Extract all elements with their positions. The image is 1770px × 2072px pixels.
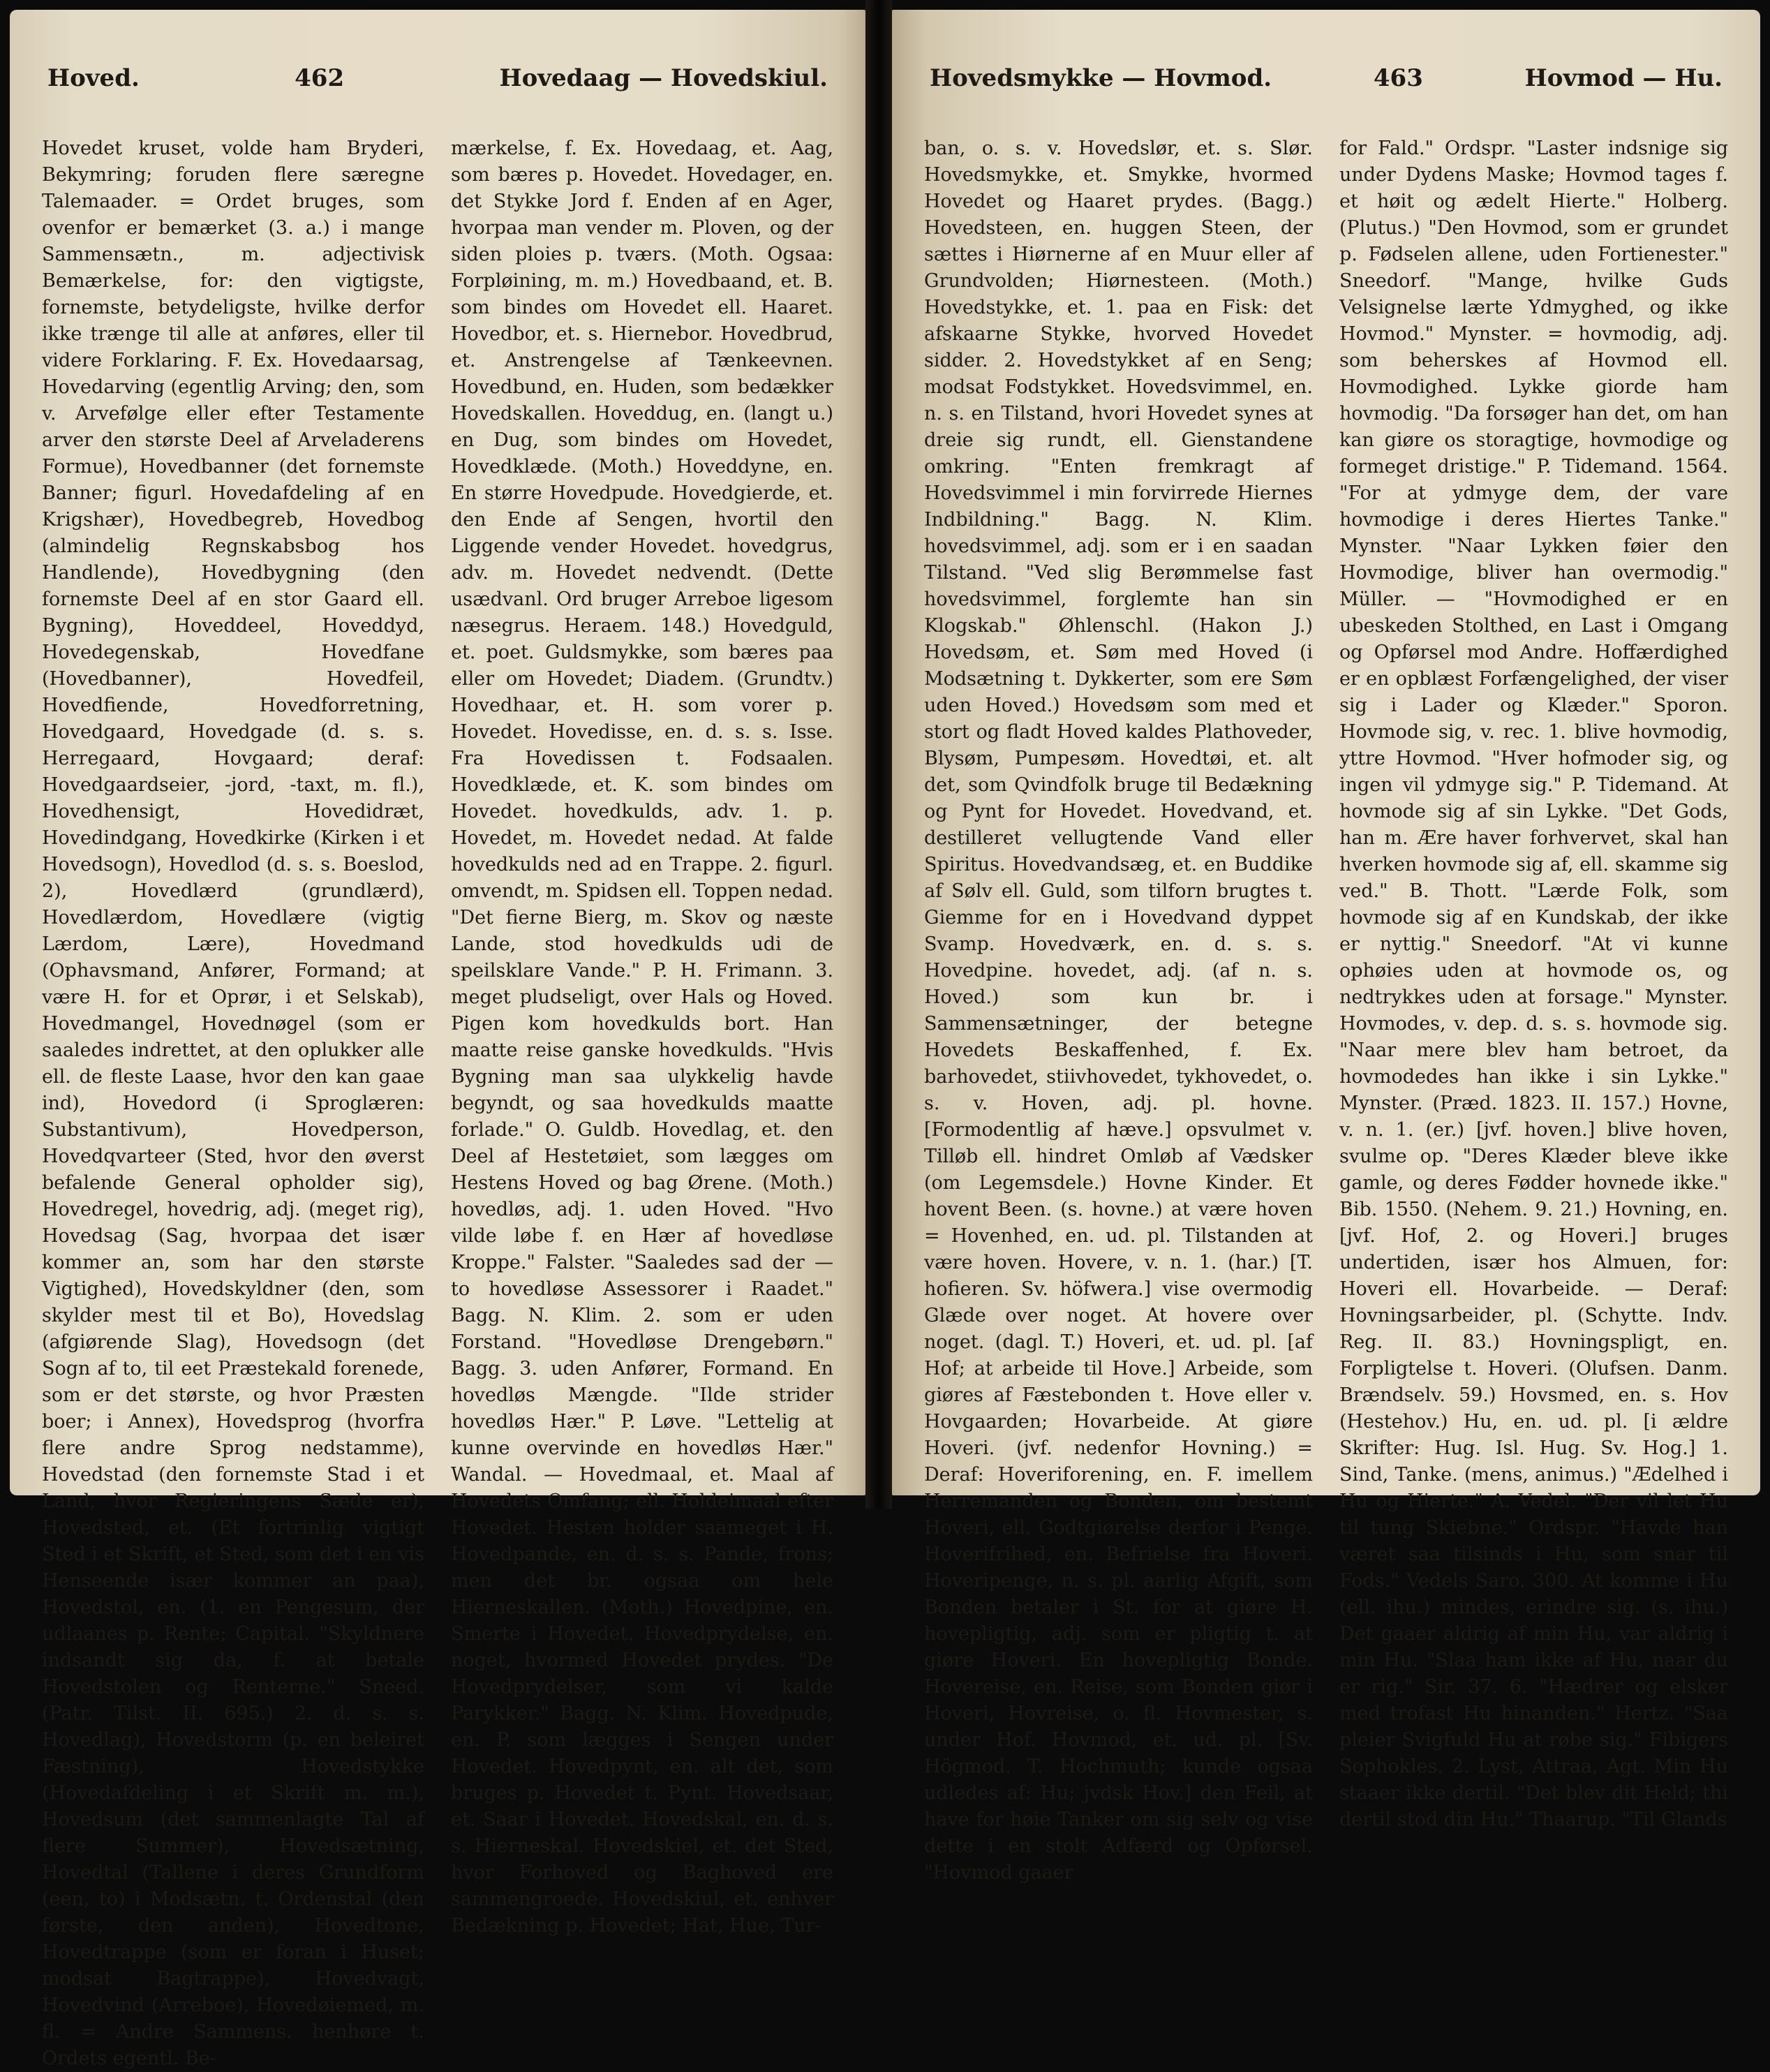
dictionary-text: ban, o. s. v. Hovedslør, et. s. Slør. Hovedsmykke, et. Smykke, hvormed Hovedet og Haaret prydes. (Bagg.) Hovedsteen, en. huggen Steen, der sættes i Hiørnerne af en Muur eller af Grundvolden; Hiørnesteen. (Moth.) Hovedstykke, et. 1. paa en Fisk: det afskaarne Stykke, hvorved Hovedet sidder. 2. Hovedstykket af en Seng; modsat Fodstykket. Hovedsvimmel, en. n. s. en Tilstand, hvori Hovedet synes at dreie sig rundt, ell. Gienstandene omkring. "Enten fremkragt af Hovedsvimmel i min forvirrede Hiernes Indbildning." Bagg. N. Klim. hovedsvimmel, adj. som er i en saadan Tilstand. "Ved slig Berømmelse fast hovedsvimmel, forglemte han sin Klogskab." Øhlenschl. (Hakon J.) Hovedsøm, et. Søm med Hoved (i Modsætning t. Dykkerter, som ere Søm uden Hoved.) Hovedsøm som med et stort og fladt Hoved kaldes Plathoveder, Blysøm, Pumpesøm. Hovedtøi, et. alt det, som Qvindfolk bruge til Bedækning og Pynt for Hovedet. Hovedvand, et. destilleret vellugtende Vand eller Spiritus. Hovedvandsæg, et. en Buddike af Sølv ell. Guld, som tilforn brugtes t. Giemme for en i Hovedvand dyppet Svamp. Hovedværk, en. d. s. s. Hovedpine. hovedet, adj. (af n. s. Hoved.) som kun br. i Sammensætninger, der betegne Hovedets Beskaffenhed, f. Ex. barhovedet, stiivhovedet, tykhovedet, o. s. v. Hoven, adj. pl. hovne. [Formodentlig af hæve.] opsvulmet v. Tilløb ell. hindret Omløb af Vædsker (om Legemsdele.) Hovne Kinder. Et hovent Been. (s. hovne.) at være hoven = Hovenhed, en. ud. pl. Tilstanden at være hoven. Hovere, v. n. 1. (har.) [T. hofieren. Sv. höfwera.] vise overmodig Glæde over noget. At hovere over noget. (dagl. T.) Hoveri, et. ud. pl. [af Hof; at arbeide til Hove.] Arbeide, som giøres af Fæstebonden t. Hove eller v. Hovgaarden; Hovarbeide. At giøre Hoveri. (jvf. nedenfor Hovning.) = Deraf: Hoveriforening, en. F. imellem Herremanden og Bonden, om bestemt Hoveri, ell. Godtgiørelse derfor i Penge. Hoverifrihed, en. Befrielse fra Hoveri. Hoveripenge, n. s. pl. aarlig Afgift, som Bonden betaler i St. for at giøre H. hovepligtig, adj. som er pligtig t. at giøre Hoveri. En hovepligtig Bonde. Hovereise, en. Reise, som Bonden giør i Hoveri, Hovreise, o. fl. Hovmester, s. under Hof. Hovmod, et. ud. pl. [Sv. Högmod. T. Hochmuth; kunde ogsaa udledes af: Hu; jvdsk Hov.] den Feil, at have for høie Tanker om sig selv og vise dette i en stolt Adfærd og Opførsel. "Hovmod gaaer (924, 138, 1313, 1884)
right-page (892, 10, 1760, 1884)
text-column-2 (1339, 135, 1728, 1830)
running-head-left: Hovedsmykke — Hovmod. (930, 64, 1272, 92)
text-column-1 (924, 135, 1313, 1884)
dictionary-text: for Fald." Ordspr. "Laster indsnige sig under Dydens Maske; Hovmod tages f. et høit og ædelt Hierte." Holberg. (Plutus.) "Den Hovmod, som er grundet p. Fødselen allene, uden Fortienester." Sneedorf. "Mange, hvilke Guds Velsignelse lærte Ydmyghed, og ikke Hovmod." Mynster. = hovmodig, adj. som beherskes af Hovmod ell. Hovmodighed. Lykke giorde ham hovmodig. "Da forsøger han det, om han kan giøre os storagtige, hovmodige og formeget dristige." P. Tidemand. 1564. "For at ydmyge dem, der vare hovmodige i deres Hiertes Tanke." Mynster. "Naar Lykken føier den Hovmodige, bliver han overmodig." Müller. — "Hovmodighed er en ubeskeden Stolthed, en Last i Omgang og Opførsel mod Andre. Hoffærdighed er en opblæst Forfængelighed, der viser sig i Lader og Klæder." Sporon. Hovmode sig, v. rec. 1. blive hovmodig, yttre Hovmod. "Hver hofmoder sig, og ingen vil ydmyge sig." P. Tidemand. At hovmode sig af sin Lykke. "Det Gods, han m. Ære haver forhvervet, skal han hverken hovmode sig af, ell. skamme sig ved." B. Thott. "Lærde Folk, som hovmode sig af en Kundskab, der ikke er nyttig." Sneedorf. "At vi kunne ophøies uden at hovmode os, og nedtrykkes uden at forsage." Mynster. Hovmodes, v. dep. d. s. s. hovmode sig. "Naar mere blev ham betroet, da hovmodedes han ikke i sin Lykke." Mynster. (Præd. 1823. II. 157.) Hovne, v. n. 1. (er.) [jvf. hoven.] blive hoven, svulme op. "Deres Klæder bleve ikke gamle, og deres Fødder hovnede ikke." Bib. 1550. (Nehem. 9. 21.) Hovning, en. [jvf. Hof, 2. og Hoveri.] bruges undertiden, især hos Almuen, for: Hoveri ell. Hovarbeide. — Deraf: Hovningsarbeider, pl. (Schytte. Indv. Reg. II. 83.) Hovningspligt, en. Forpligtelse t. Hoveri. (Olufsen. Danm. Brændselv. 59.) Hovsmed, en. s. Hov (Hestehov.) Hu, en. ud. pl. [i ældre Skrifter: Hug. Isl. Hug. Sv. Hog.] 1. Sind, Tanke. (mens, animus.) "Ædelhed i Hu og Hierte." A. Vedel. "Der vil let Hu til tung Skiebne." Ordspr. "Havde han været saa tilsinds i Hu, som snar til Fods." Vedels Saro. 300. At komme i Hu (ell. ihu.) mindes, erindre sig. (s. ihu.) Det gaaer aldrig af min Hu, var aldrig i min Hu. "Slaa ham ikke af Hu, naar du er rig." Sir. 37. 6. "Hædrer og elsker med trofast Hu hinanden." Hertz. "Saa pleier Svigfuld Hu at røbe sig." Fibigers Sophokles. 2. Lyst, Attraa, Agt. Min Hu staaer ikke dertil. "Det blev dit Held; thi dertil stod din Hu." Thaarup. "Til Glands (1339, 138, 1728, 1830)
right-page-columns (924, 135, 1728, 1884)
left-page-columns (42, 135, 833, 2069)
text-column-2 (451, 135, 833, 1937)
running-head-right: Hovmod — Hu. (1524, 64, 1723, 92)
dictionary-text: mærkelse, f. Ex. Hovedaag, et. Aag, som bæres p. Hovedet. Hovedager, en. det Stykke Jord f. Enden af en Ager, hvorpaa man vender m. Ploven, og der siden ploies p. tværs. (Moth. Ogsaa: Forpløining, m. m.) Hovedbaand, et. B. som bindes om Hovedet ell. Haaret. Hovedbor, et. s. Hiernebor. Hovedbrud, et. Anstrengelse af Tænkeevnen. Hovedbund, en. Huden, som bedækker Hovedskallen. Hoveddug, en. (langt u.) en Dug, som bindes om Hovedet, Hovedklæde. (Moth.) Hoveddyne, en. En større Hovedpude. Hovedgierde, et. den Ende af Sengen, hvortil den Liggende vender Hovedet. hovedgrus, adv. m. Hovedet nedvendt. (Dette usædvanl. Ord bruger Arreboe ligesom næsegrus. Heraem. 148.) Hovedguld, et. poet. Guldsmykke, som bæres paa eller om Hovedet; Diadem. (Grundtv.) Hovedhaar, et. H. som vorer p. Hovedet. Hovedisse, en. d. s. s. Isse. Fra Hovedissen t. Fodsaalen. Hovedklæde, et. K. som bindes om Hovedet. hovedkulds, adv. 1. p. Hovedet, m. Hovedet nedad. At falde hovedkulds ned ad en Trappe. 2. figurl. omvendt, m. Spidsen ell. Toppen nedad. "Det fierne Bierg, m. Skov og næste Lande, stod hovedkulds udi de speilsklare Vande." P. H. Frimann. 3. meget pludseligt, over Hals og Hoved. Pigen kom hovedkulds bort. Han maatte reise ganske hovedkulds. "Hvis Bygning man saa ulykkelig havde begyndt, og saa hovedkulds maatte forlade." O. Guldb. Hovedlag, et. den Deel af Hestetøiet, som lægges om Hestens Hoved og bag Ørene. (Moth.) hovedløs, adj. 1. uden Hoved. "Hvo vilde løbe f. en Hær af hovedløse Kroppe." Falster. "Saaledes sad der — to hovedløse Assessorer i Raadet." Bagg. N. Klim. 2. som er uden Forstand. "Hovedløse Drengebørn." Bagg. 3. uden Anfører, Formand. En hovedløs Mængde. "Ilde strider hovedløs Hær." P. Løve. "Lettelig at kunne overvinde en hovedløs Hær." Wandal. — Hovedmaal, et. Maal af Hovedets Omfang; ell. Holdeimaal efter Hovedet. Hesten holder saameget i H. Hovedpande, en. d. s. s. Pande, frons; men det br. ogsaa om hele Hierneskallen. (Moth.) Hovedpine, en. Smerte i Hovedet. Hovedprydelse, en. noget, hvormed Hovedet prydes. "De Hovedprydelser, som vi kalde Parykker." Bagg. N. Klim. Hovedpude, en. P. som lægges i Sengen under Hovedet. Hovedpynt, en. alt det, som bruges p. Hovedet t. Pynt. Hovedsaar, et. Saar i Hovedet. Hovedskal, en. d. s. s. Hierneskal. Hovedskiel, et. det Sted, hvor Forhoved og Baghoved ere sammengroede. Hovedskiul, et. enhver Bedækning p. Hovedet; Hat, Hue, Tur- (451, 138, 833, 1937)
left-page-header (47, 64, 828, 102)
book-gutter (865, 0, 892, 1509)
running-head-right: Hovedaag — Hovedskiul. (499, 64, 828, 92)
dictionary-text: Hovedet kruset, volde ham Bryderi, Bekymring; foruden flere særegne Talemaader. = Ordet bruges, som ovenfor er bemærket (3. a.) i mange Sammensætn., m. adjectivisk Bemærkelse, for: den vigtigste, fornemste, betydeligste, hvilke derfor ikke trænge til alle at anføres, eller til videre Forklaring. F. Ex. Hovedaarsag, Hovedarving (egentlig Arving; den, som v. Arvefølge eller efter Testamente arver den største Deel af Arveladerens Formue), Hovedbanner (det fornemste Banner; figurl. Hovedafdeling af en Krigshær), Hovedbegreb, Hovedbog (almindelig Regnskabsbog hos Handlende), Hovedbygning (den fornemste Deel af en stor Gaard ell. Bygning), Hoveddeel, Hoveddyd, Hovedegenskab, Hovedfane (Hovedbanner), Hovedfeil, Hovedfiende, Hovedforretning, Hovedgaard, Hovedgade (d. s. s. Herregaard, Hovgaard; deraf: Hovedgaardseier, -jord, -taxt, m. fl.), Hovedhensigt, Hovedidræt, Hovedindgang, Hovedkirke (Kirken i et Hovedsogn), Hovedlod (d. s. s. Boeslod, 2), Hovedlærd (grundlærd), Hovedlærdom, Hovedlære (vigtig Lærdom, Lære), Hovedmand (Ophavsmand, Anfører, Formand; at være H. for et Oprør, i et Selskab), Hovedmangel, Hovednøgel (som er saaledes indrettet, at den oplukker alle ell. de fleste Laase, hvor den kan gaae ind), Hovedord (i Sproglæren: Substantivum), Hovedperson, Hovedqvarteer (Sted, hvor den øverst befalende General opholder sig), Hovedregel, hovedrig, adj. (meget rig), Hovedsag (Sag, hvorpaa det især kommer an, som har den største Vigtighed), Hovedskyldner (den, som skylder mest til et Bo), Hovedslag (afgiørende Slag), Hovedsogn (det Sogn af to, til eet Præstekald forenede, som er det største, og hvor Præsten boer; i Annex), Hovedsprog (hvorfra flere andre Sprog nedstamme), Hovedstad (den fornemste Stad i et Land, hvor Regieringens Sæde er), Hovedsted, et. (Et fortrinlig vigtigt Sted i et Skrift, et Sted, som det i en vis Henseende især kommer an paa), Hovedstol, en. (1. en Pengesum, der udlaanes p. Rente; Capital. "Skyldnere indsandt sig da, f. at betale Hovedstolen og Renterne." Sneed. (Patr. Tilst. II. 695.) 2. d. s. s. Hovedlag), Hovedstorm (p. en beleiret Fæstning), Hovedstykke (Hovedafdeling i et Skrift m. m.), Hovedsum (det sammenlagte Tal af flere Summer), Hovedsætning, Hovedtal (Tallene i deres Grundform (een, to) i Modsætn. t. Ordenstal (den første, den anden), Hovedtone, Hovedtrappe (som er foran i Huset; modsat Bagtrappe), Hovedvagt, Hovedvind (Arreboe), Hovedøiemed, m. fl. = Andre Sammens. henhøre t. Ordets egentl. Be- (42, 138, 424, 2069)
running-head-left: Hoved. (47, 64, 140, 92)
page-number: 462 (295, 64, 345, 92)
left-page (10, 10, 865, 2069)
text-column-1 (42, 135, 424, 2069)
page-number: 463 (1373, 64, 1423, 92)
right-page-header (930, 64, 1723, 102)
